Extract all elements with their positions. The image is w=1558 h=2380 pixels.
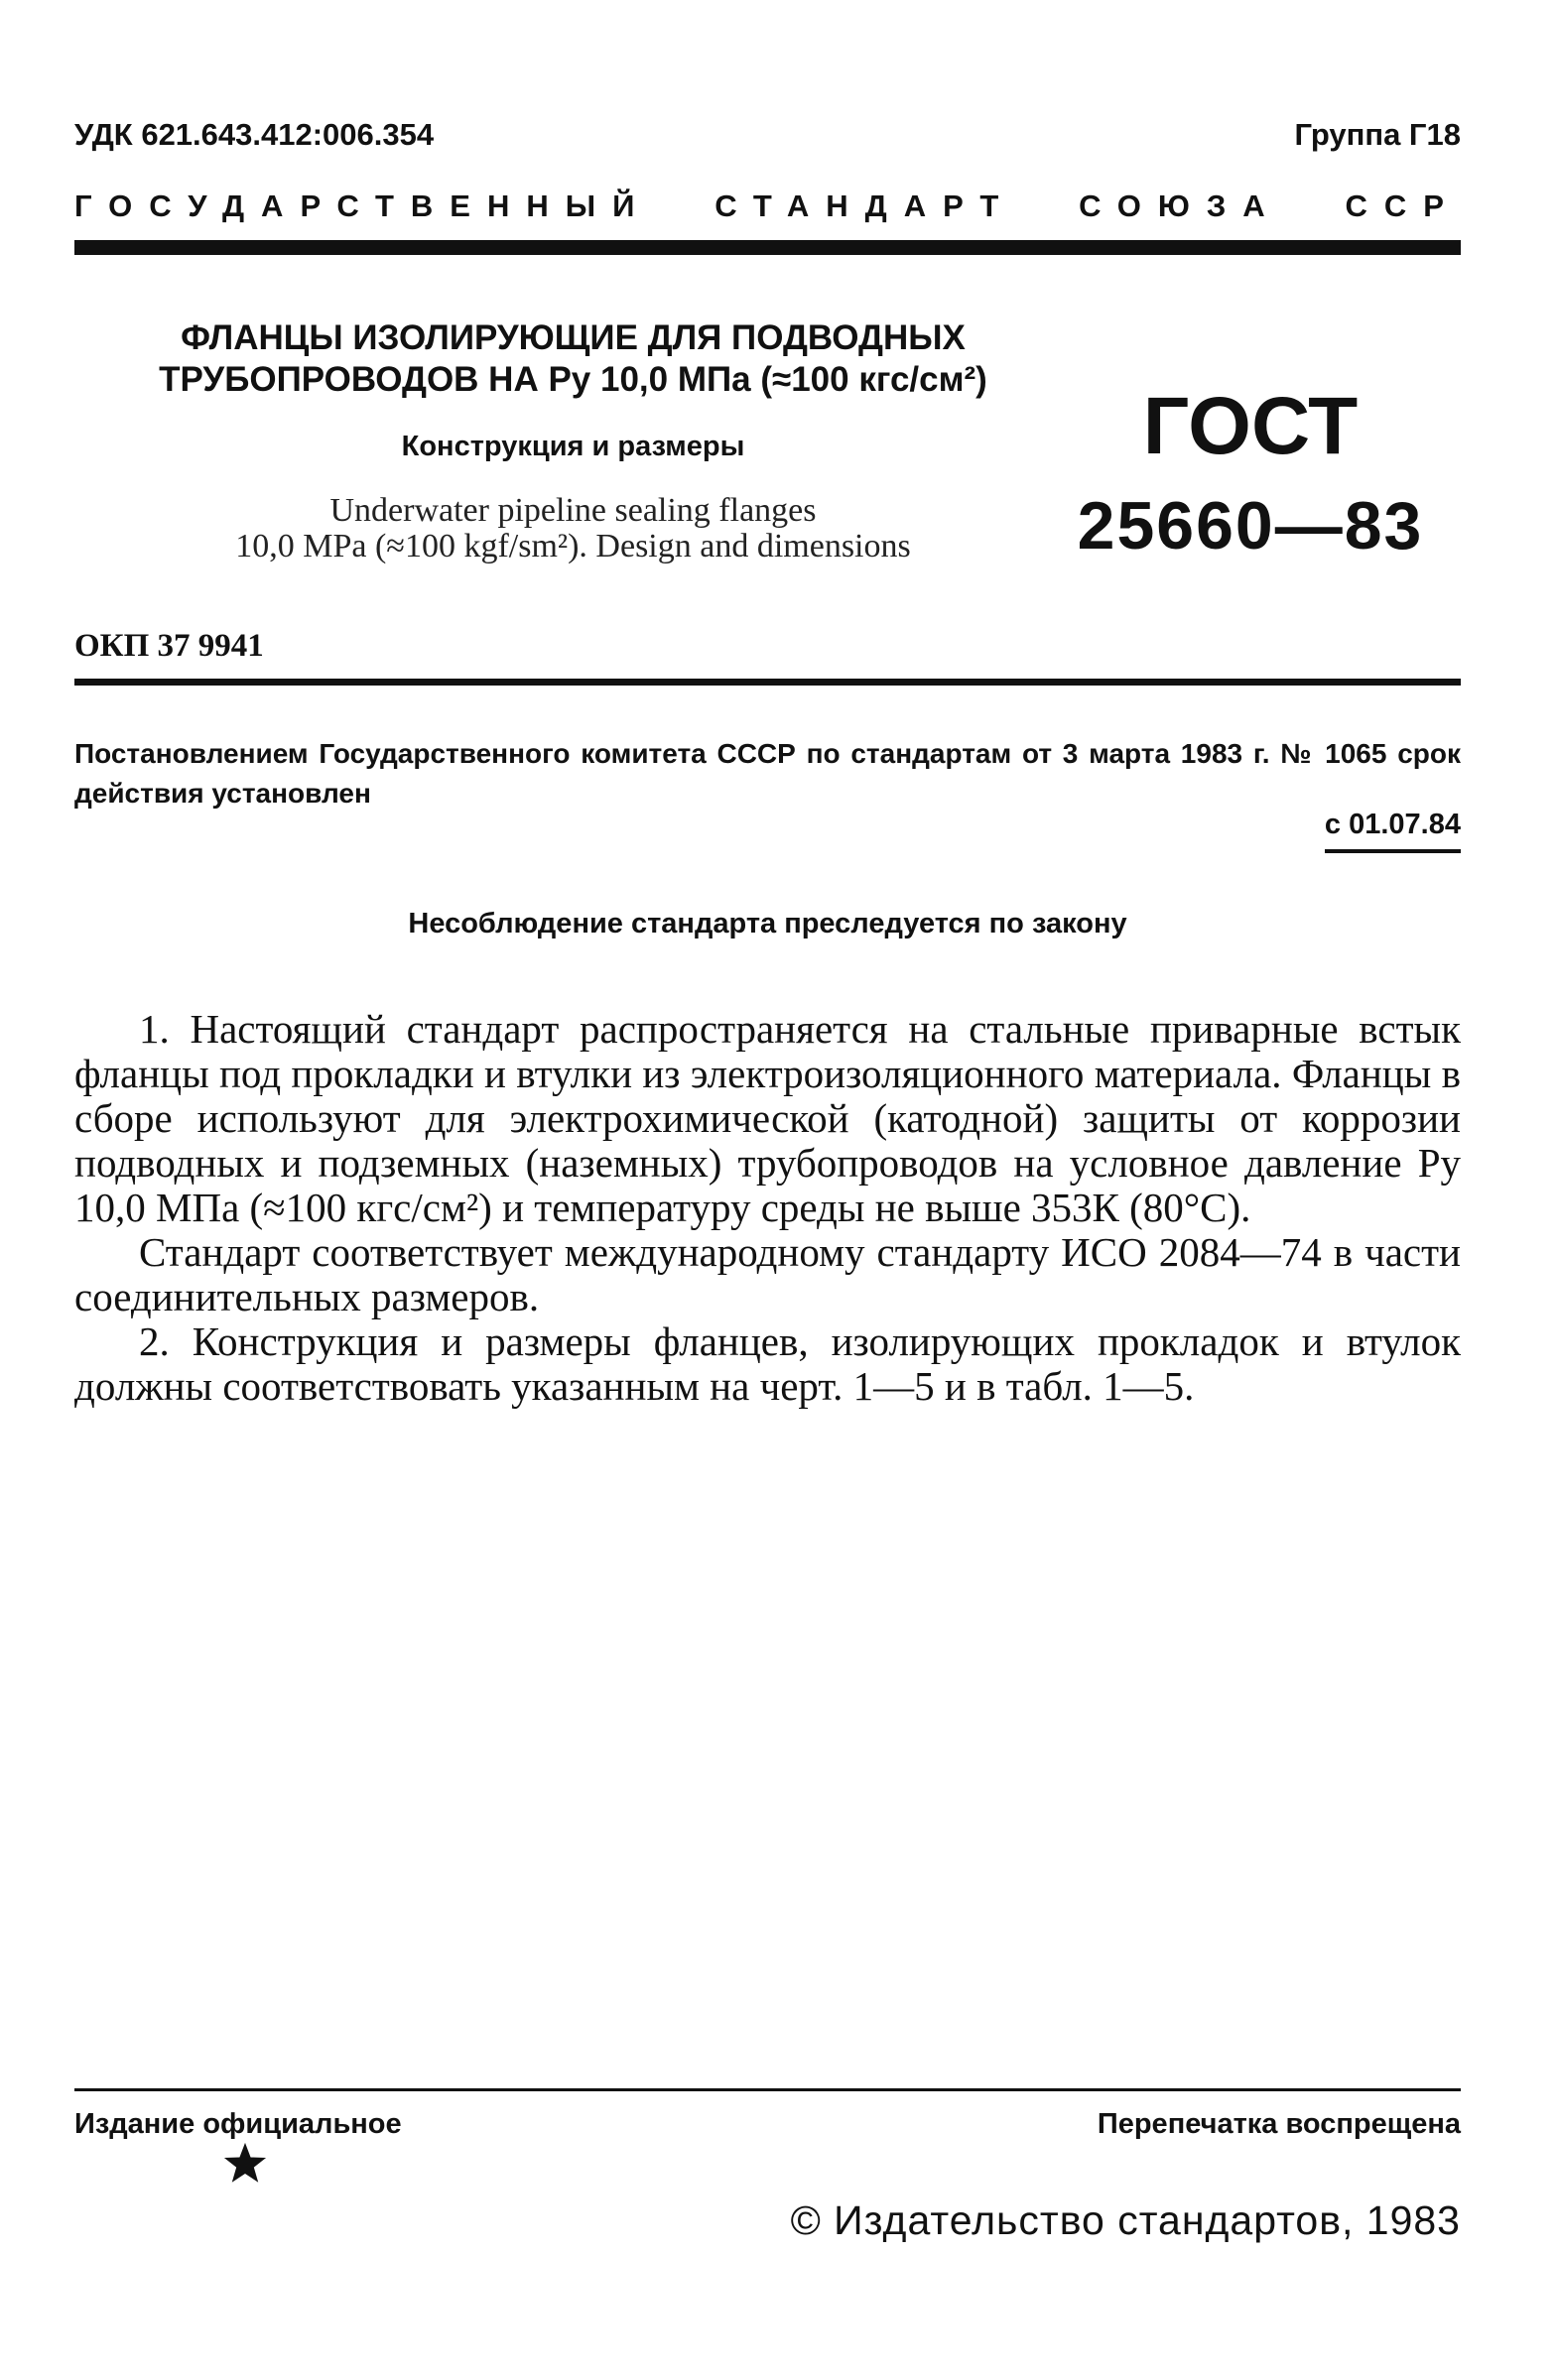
state-standard-word: СОЮЗА: [1079, 188, 1282, 223]
law-note: Несоблюдение стандарта преследуется по закону: [408, 908, 1127, 939]
state-standard-word: ГОСУДАРСТВЕННЫЙ: [74, 188, 652, 223]
effective-date: с 01.07.84: [1325, 809, 1461, 853]
english-title: [74, 493, 1072, 564]
title-block: [74, 317, 1072, 564]
gost-label: ГОСТ: [1142, 381, 1359, 471]
group-code: Группа Г18: [1294, 117, 1461, 152]
paragraph-1: 1. Настоящий стандарт распространяется на стальные приварные встык фланцы под прокладки и втулки из электроизоляционного материала. Фланцы в сборе используют для электрохимической (катодной) защиты от коррозии подводных и подземных (наземных) трубопроводов на условное давление Pу 10,0 МПа (≈100 кгс/см²) и температуру среды не выше 353К (80°С).: [74, 1006, 1461, 1230]
okp-code: ОКП 37 9941: [74, 628, 264, 664]
body-text: [74, 1007, 1461, 1409]
footer-rule: [74, 2088, 1461, 2091]
state-standard-word: СТАНДАРТ: [714, 188, 1016, 223]
reprint-notice: Перепечатка воспрещена: [1097, 2108, 1461, 2140]
gost-designation: [1032, 377, 1469, 575]
title-line-2: ТРУБОПРОВОДОВ НА Pу 10,0 МПа (≈100 кгс/см²): [159, 360, 987, 399]
state-standard-word: ССР: [1345, 188, 1461, 223]
paragraph-3: 2. Конструкция и размеры фланцев, изолирующих прокладок и втулок должны соответствовать указанным на черт. 1—5 и в табл. 1—5.: [74, 1318, 1461, 1409]
edition-label: Издание официальное: [74, 2108, 402, 2140]
section-rule: [74, 679, 1461, 686]
english-title-line-1: Underwater pipeline sealing flanges: [329, 492, 817, 529]
paragraph-2: Стандарт соответствует международному стандарту ИСО 2084—74 в части соединительных размеров.: [74, 1229, 1461, 1319]
header-rule: [74, 240, 1461, 255]
english-title-line-2: 10,0 MPa (≈100 kgf/sm²). Design and dimensions: [235, 528, 911, 564]
publisher-line: © Издательство стандартов, 1983: [790, 2197, 1461, 2243]
gost-number: 25660—83: [1077, 488, 1424, 564]
star-icon: [222, 2141, 268, 2187]
udk-code: УДК 621.643.412:006.354: [74, 117, 435, 152]
title-line-1: ФЛАНЦЫ ИЗОЛИРУЮЩИЕ ДЛЯ ПОДВОДНЫХ: [181, 318, 966, 357]
decree-text: Постановлением Государственного комитета СССР по стандартам от 3 марта 1983 г. № 1065 срок действия установлен: [74, 738, 1461, 809]
state-standard-heading: [74, 188, 1461, 224]
subtitle: Конструкция и размеры: [401, 431, 745, 462]
